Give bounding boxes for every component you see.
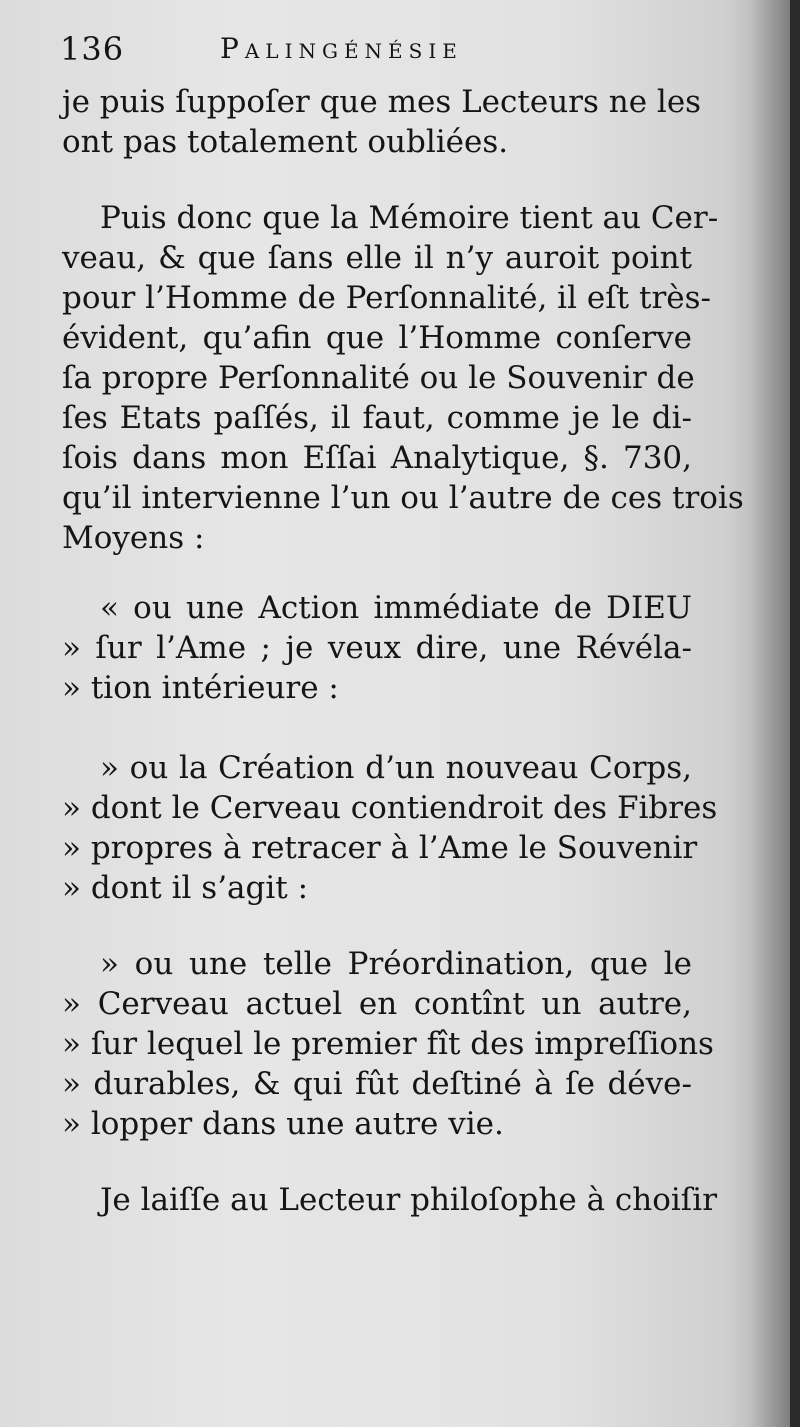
text-line: ſes Etats paſſés, il faut, comme je le di- [62,400,692,436]
quote-line: » ſur lequel le premier fît des impreſſions [62,1026,714,1062]
text-line: qu’il intervienne l’un ou l’autre de ces trois [62,480,744,516]
quote-line: « ou une Action immédiate de DIEU [100,590,692,626]
text-line: ont pas totalement oubliées. [62,124,509,160]
quote-line: » ou une telle Préordination, que le [100,946,692,982]
quote-line: » lopper dans une autre vie. [62,1106,504,1142]
text-line: évident, qu’afin que l’Homme conſerve [62,320,692,356]
text-line: Puis donc que la Mémoire tient au Cer- [100,200,719,236]
text-line: Je laiſſe au Lecteur philoſophe à choiſir [100,1182,718,1218]
page-header [60,28,700,72]
quote-line: » dont il s’agit : [62,870,309,906]
text-line: Moyens : [62,520,205,556]
quote-line: » dont le Cerveau contiendroit des Fibres [62,790,718,826]
quote-line: » propres à retracer à l’Ame le Souvenir [62,830,698,866]
text-line: pour l’Homme de Perſonnalité, il eſt très- [62,280,711,316]
quote-line: » durables, & qui fût deſtiné à ſe déve- [62,1066,692,1102]
running-title: Palingénésie [220,32,463,65]
text-line: veau, & que ſans elle il n’y auroit point [62,240,692,276]
text-line: je puis ſuppoſer que mes Lecteurs ne les [62,84,702,120]
quote-line: » ou la Création d’un nouveau Corps, [100,750,692,786]
quote-line: » Cerveau actuel en contînt un autre, [62,986,692,1022]
quote-line: » ſur l’Ame ; je veux dire, une Révéla- [62,630,692,666]
text-line: ſa propre Perſonnalité ou le Souvenir de [62,360,695,396]
quote-line: » tion intérieure : [62,670,339,706]
page-number: 136 [60,30,125,68]
text-line: ſois dans mon Eſſai Analytique, §. 730, [62,440,692,476]
